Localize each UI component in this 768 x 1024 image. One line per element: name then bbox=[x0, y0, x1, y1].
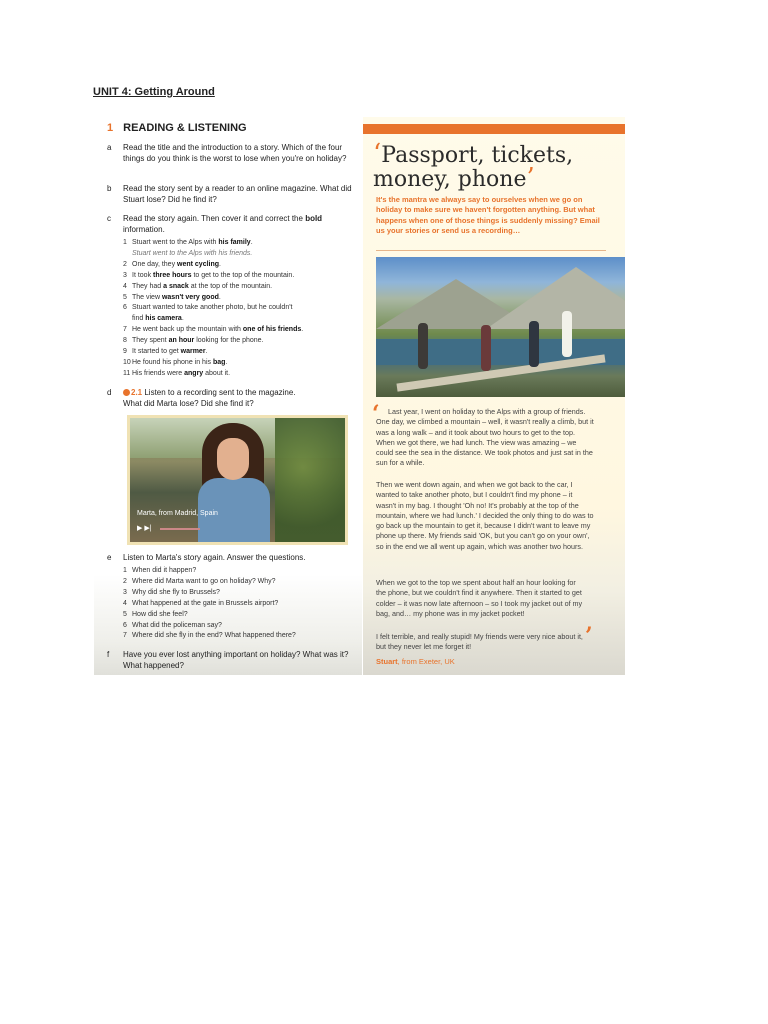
close-quote: ’ bbox=[526, 163, 535, 193]
item-text: One day, they bbox=[132, 260, 178, 268]
list-item bbox=[123, 599, 296, 610]
list-item bbox=[123, 566, 296, 577]
list-item bbox=[123, 271, 303, 282]
item-text: find bbox=[132, 315, 146, 323]
item-number: 6 bbox=[123, 304, 127, 312]
item-number: 7 bbox=[123, 632, 127, 640]
bold-phrase: angry bbox=[184, 369, 204, 377]
bold-phrase: a snack bbox=[163, 282, 189, 290]
hiker bbox=[418, 323, 428, 369]
bold-phrase: went cycling bbox=[177, 260, 220, 268]
item-number: 1 bbox=[123, 567, 127, 574]
item-text: Stuart went to the Alps with bbox=[132, 239, 219, 246]
list-item bbox=[123, 369, 303, 380]
item-text: Why did she fly to Brussels? bbox=[132, 588, 220, 596]
hiker bbox=[481, 325, 491, 371]
mountain bbox=[486, 267, 625, 329]
section-heading bbox=[107, 122, 247, 134]
paragraph: I felt terrible, and really stupid! My friends were very nice about it, but they never let me forget it! bbox=[376, 632, 583, 652]
story-close-quote: ’ bbox=[585, 623, 593, 649]
item-number: 1 bbox=[123, 239, 127, 246]
text: What did Marta lose? Did she find it? bbox=[123, 399, 254, 408]
hiker bbox=[562, 311, 572, 357]
list-item bbox=[123, 325, 303, 336]
item-text: to get to the top of the mountain. bbox=[191, 271, 295, 279]
left-page bbox=[94, 117, 362, 675]
woman-face bbox=[217, 438, 249, 480]
example-answer: Stuart went to the Alps with his friends. bbox=[132, 249, 253, 257]
list-item bbox=[123, 577, 296, 588]
item-number: 11 bbox=[123, 369, 131, 377]
item-text: Where did Marta want to go on holiday? Why? bbox=[132, 577, 276, 585]
text: Listen to a recording sent to the magazine. bbox=[142, 388, 296, 397]
item-text: . bbox=[181, 315, 184, 323]
item-text: What did the policeman say? bbox=[132, 621, 222, 629]
item-number: 5 bbox=[123, 293, 127, 301]
question-letter: e bbox=[107, 553, 112, 562]
story-paragraph-4 bbox=[376, 632, 586, 653]
item-text: It took bbox=[132, 271, 154, 279]
list-item bbox=[123, 249, 303, 260]
paragraph: Then we went down again, and when we got back to the car, I wanted to take another photo, but I couldn't find my phone – it wasn't in my bag. I thought 'Oh no! It's probably at the top of the mountain, where we had lunch.' I decided the only thing to do was to go back up the mountain to get it, because I didn't want to leave my phone up there. My friends said 'OK, but you can't go on your own', so in the end we all went up again, which was another two hours. bbox=[376, 480, 594, 551]
author-name: Stuart bbox=[376, 657, 398, 666]
video-caption: Marta, from Madrid, Spain bbox=[137, 510, 218, 517]
section-title: READING & LISTENING bbox=[123, 122, 247, 134]
item-text: looking for the phone. bbox=[194, 337, 264, 345]
bold-phrase: an hour bbox=[168, 337, 195, 345]
correction-list bbox=[123, 238, 303, 380]
item-number: 7 bbox=[123, 326, 127, 334]
item-text: How did she feel? bbox=[132, 610, 188, 618]
video-progress-bar[interactable] bbox=[160, 528, 200, 530]
item-text: Where did she fly in the end? What happened there? bbox=[132, 632, 296, 640]
item-text: Stuart wanted to take another photo, but he couldn't bbox=[132, 304, 293, 312]
story-paragraph-1 bbox=[376, 407, 594, 469]
question-text bbox=[123, 387, 361, 409]
unit-title: UNIT 4: Getting Around bbox=[93, 86, 215, 98]
item-text: What happened at the gate in Brussels airport? bbox=[132, 599, 279, 607]
item-number: 2 bbox=[123, 577, 127, 585]
title-text: Passport, tickets, money, phone bbox=[373, 143, 574, 192]
list-item bbox=[123, 358, 303, 369]
item-number: 5 bbox=[123, 610, 127, 618]
text: Read the story again. Then cover it and correct the bbox=[123, 214, 306, 223]
list-item bbox=[123, 610, 296, 621]
list-item bbox=[123, 588, 296, 599]
question-letter: d bbox=[107, 388, 112, 397]
question-letter: f bbox=[107, 650, 110, 659]
question-d bbox=[107, 387, 361, 409]
list-item bbox=[123, 303, 303, 314]
item-text: The view bbox=[132, 293, 162, 301]
story-author bbox=[376, 657, 455, 666]
list-item bbox=[123, 621, 296, 632]
list-item bbox=[123, 347, 303, 358]
article-title bbox=[373, 139, 618, 193]
video-player[interactable] bbox=[127, 415, 348, 545]
question-list bbox=[123, 566, 296, 642]
item-number: 3 bbox=[123, 588, 127, 596]
list-item bbox=[123, 282, 303, 293]
list-item bbox=[123, 336, 303, 347]
item-text: . bbox=[225, 358, 228, 366]
bold-phrase: wasn't very good bbox=[161, 293, 219, 301]
story-paragraph-2 bbox=[376, 480, 594, 552]
item-text: They spent bbox=[132, 337, 169, 345]
orange-band bbox=[363, 124, 625, 134]
audio-cd-icon bbox=[123, 389, 130, 396]
item-number: 3 bbox=[123, 271, 127, 279]
question-text: Read the story sent by a reader to an online magazine. What did Stuart lose? Did he find it? bbox=[123, 184, 352, 204]
item-number: 8 bbox=[123, 337, 127, 345]
item-text: They had bbox=[132, 282, 164, 290]
item-text: . bbox=[250, 239, 253, 246]
question-letter: a bbox=[107, 143, 112, 152]
story-open-quote: ‘ bbox=[372, 401, 380, 427]
bold-phrase: one of his friends bbox=[242, 326, 302, 334]
question-letter: b bbox=[107, 184, 112, 193]
item-text: . bbox=[301, 326, 304, 334]
bold-phrase: his camera bbox=[145, 315, 182, 323]
hiker bbox=[529, 321, 539, 367]
item-number: 2 bbox=[123, 260, 127, 268]
item-text: It started to get bbox=[132, 348, 181, 356]
play-button[interactable]: ▶ ▶| bbox=[137, 525, 152, 532]
item-number: 4 bbox=[123, 599, 127, 607]
bold-phrase: three hours bbox=[153, 271, 192, 279]
question-e bbox=[107, 552, 361, 563]
author-location: , from Exeter, UK bbox=[397, 657, 455, 666]
question-a bbox=[107, 142, 361, 164]
question-text: Have you ever lost anything important on holiday? What was it? What happened? bbox=[123, 650, 349, 670]
open-quote: ‘ bbox=[373, 139, 382, 169]
item-number: 4 bbox=[123, 282, 127, 290]
bold-word: bold bbox=[305, 214, 323, 223]
question-b bbox=[107, 183, 361, 205]
question-text: Listen to Marta's story again. Answer the questions. bbox=[123, 553, 306, 562]
divider bbox=[376, 250, 606, 251]
track-number: 2.1 bbox=[131, 388, 143, 397]
item-text: at the top of the mountain. bbox=[188, 282, 273, 290]
right-page bbox=[363, 117, 625, 675]
item-number: 6 bbox=[123, 621, 127, 629]
item-text: about it. bbox=[203, 369, 231, 377]
question-letter: c bbox=[107, 214, 111, 223]
item-text: When did it happen? bbox=[132, 567, 197, 574]
paragraph: When we got to the top we spent about half an hour looking for the phone, but we couldn't find it anywhere. Then it started to get colder – it was now late afternoon – so I took my jacket out of my bag, and… my phone was in my jacket pocket! bbox=[376, 578, 583, 618]
question-c bbox=[107, 213, 361, 235]
item-number: 10 bbox=[123, 358, 131, 366]
item-text: His friends were bbox=[132, 369, 185, 377]
bold-phrase: warmer bbox=[180, 348, 206, 356]
list-item bbox=[123, 238, 303, 249]
story-paragraph-3 bbox=[376, 578, 586, 619]
paragraph: Last year, I went on holiday to the Alps with a group of friends. One day, we climbed a mountain – well, it wasn't really a climb, but it was a long walk – and it took about two hours to get to the top. When we got there, we had lunch. The view was amazing – we could see the sea in the distance. We took photos and just sat in the sun for a while. bbox=[376, 407, 594, 468]
item-number: 9 bbox=[123, 348, 127, 356]
bold-phrase: his family bbox=[218, 239, 251, 246]
list-item bbox=[123, 631, 296, 642]
list-item bbox=[123, 293, 303, 304]
article-intro: It's the mantra we always say to ourselves when we go on holiday to make sure we haven't forgotten anything. But what happens when one of those things is suddenly missing? Email us your stories or send us a recording… bbox=[376, 195, 600, 235]
video-plants bbox=[275, 418, 345, 542]
text: information. bbox=[123, 225, 165, 234]
hikers-photo bbox=[376, 257, 625, 397]
item-text: He found his phone in his bbox=[132, 358, 213, 366]
list-item bbox=[123, 314, 303, 325]
question-text: Read the title and the introduction to a story. Which of the four things do you think is the worst to lose when you're on holiday? bbox=[123, 143, 347, 163]
bold-phrase: bag bbox=[212, 358, 226, 366]
section-number: 1 bbox=[107, 122, 114, 134]
item-text: . bbox=[219, 260, 221, 268]
list-item bbox=[123, 260, 303, 271]
question-text bbox=[123, 213, 361, 235]
item-text: He went back up the mountain with bbox=[132, 326, 243, 334]
item-text: . bbox=[218, 293, 221, 301]
question-f bbox=[107, 649, 353, 671]
audio-track[interactable] bbox=[123, 388, 142, 397]
item-text: . bbox=[205, 348, 208, 356]
